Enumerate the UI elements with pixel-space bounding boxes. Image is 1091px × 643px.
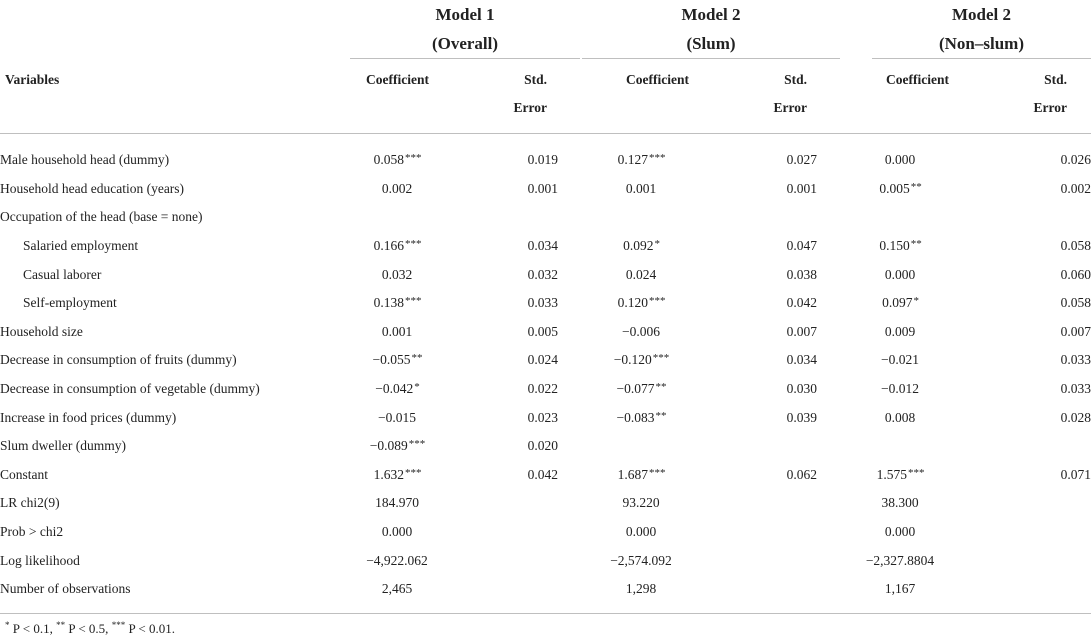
model-2-std-error (725, 546, 817, 575)
model-2-nonslum-se-header-line2: Error (1033, 100, 1067, 115)
model-3-coefficient (817, 175, 984, 204)
model-2-std-error: 0.027 (786, 152, 817, 168)
model-1-coefficient (330, 403, 465, 432)
coefficient-value: −0.077 (616, 381, 655, 397)
model-2-coefficient (558, 260, 725, 289)
model-1-std-error (465, 489, 558, 518)
variable-label: Number of observations (0, 581, 131, 597)
coefficient-value: −0.021 (881, 352, 919, 368)
significance-stars: *** (648, 295, 666, 308)
model-1-std-error (465, 203, 558, 232)
variable-label: Household size (0, 323, 83, 339)
model-1-std-error: 0.001 (527, 180, 558, 196)
model-1-coefficient (330, 432, 465, 461)
model-2-coefficient (558, 146, 725, 175)
model-3-coefficient (817, 489, 984, 518)
model-3-coefficient (817, 289, 984, 318)
coefficient-value: 0.127 (617, 152, 648, 168)
significance-stars: *** (907, 466, 925, 479)
coefficient-value: 0.009 (884, 323, 916, 339)
header-bottom-rule (0, 133, 1091, 134)
model-1-std-error: 0.023 (527, 409, 558, 425)
model-2-std-error: 0.042 (786, 295, 817, 311)
model-2-coefficient (558, 289, 725, 318)
coefficient-value: 0.032 (381, 266, 413, 282)
table-row (0, 375, 1091, 404)
model-2-nonslum-title-rule (872, 58, 1091, 59)
coefficient-value: −0.083 (616, 409, 655, 425)
model-3-std-error (984, 489, 1091, 518)
model-3-coefficient (817, 546, 984, 575)
significance-stars: * (913, 295, 919, 308)
coefficients-table (0, 146, 1091, 604)
model-2-std-error (725, 489, 817, 518)
variable-label: Casual laborer (23, 266, 102, 282)
model-2-slum-title-line2: (Slum) (686, 34, 736, 53)
coefficient-value: 0.138 (373, 295, 404, 311)
coefficient-value: 0.002 (381, 180, 413, 196)
model-1-coefficient (330, 461, 465, 490)
model-2-coefficient (558, 575, 725, 604)
significance-stars: ** (910, 180, 922, 193)
model-1-title (350, 0, 580, 58)
model-3-std-error: 0.007 (1060, 323, 1091, 339)
model-1-coefficient (330, 346, 465, 375)
model-3-coefficient (817, 260, 984, 289)
table-row (0, 346, 1091, 375)
model-1-title-line1: Model 1 (435, 5, 495, 24)
model-1-coefficient (330, 146, 465, 175)
model-1-coefficient (330, 318, 465, 347)
significance-stars: *** (648, 466, 666, 479)
footnote-star-3: *** (111, 620, 126, 630)
table-row (0, 289, 1091, 318)
model-2-slum-se-header (740, 66, 807, 122)
variable-label: LR chi2(9) (0, 495, 60, 511)
model-3-coefficient (817, 203, 984, 232)
model-2-std-error: 0.034 (786, 352, 817, 368)
model-1-se-header-line2: Error (513, 100, 547, 115)
model-1-coefficient (330, 518, 465, 547)
table-row (0, 432, 1091, 461)
model-3-coefficient (817, 575, 984, 604)
model-1-coefficient (330, 575, 465, 604)
coefficient-value: −2,327.8804 (865, 552, 935, 568)
variable-label: Household head education (years) (0, 180, 185, 196)
coefficient-value: 0.000 (884, 152, 916, 168)
footnote-star-2: ** (56, 620, 66, 630)
model-2-nonslum-se-header-line1: Std. (1044, 72, 1067, 87)
coefficient-value: 0.000 (884, 266, 916, 282)
significance-stars: *** (404, 152, 422, 165)
significance-stars: *** (652, 352, 670, 365)
coefficient-value: 0.097 (882, 295, 913, 311)
model-2-std-error: 0.039 (786, 409, 817, 425)
variable-label: Log likelihood (0, 552, 80, 568)
model-2-coefficient (558, 318, 725, 347)
model-3-coefficient (817, 232, 984, 261)
table-bottom-rule (0, 613, 1091, 614)
coefficient-value: −0.120 (613, 352, 652, 368)
model-1-std-error: 0.032 (527, 266, 558, 282)
model-3-coefficient (817, 375, 984, 404)
significance-stars: * (654, 238, 660, 251)
coefficient-value: 0.058 (373, 152, 404, 168)
model-1-std-error: 0.034 (527, 238, 558, 254)
model-1-coefficient (330, 375, 465, 404)
model-2-coefficient (558, 232, 725, 261)
model-1-std-error: 0.019 (527, 152, 558, 168)
table-row (0, 575, 1091, 604)
model-2-std-error (725, 203, 817, 232)
table-row (0, 518, 1091, 547)
model-3-std-error: 0.071 (1060, 466, 1091, 482)
coefficient-value: 0.001 (625, 180, 657, 196)
model-2-std-error (725, 575, 817, 604)
significance-stars: *** (648, 152, 666, 165)
coefficient-value: 0.000 (381, 524, 413, 540)
model-3-std-error: 0.033 (1060, 381, 1091, 397)
model-1-coef-header: Coefficient (366, 72, 429, 87)
model-1-title-rule (350, 58, 580, 59)
model-2-nonslum-title (872, 0, 1091, 58)
variable-label: Salaried employment (23, 238, 139, 254)
coefficient-value: 1.575 (876, 466, 907, 482)
model-2-slum-title (582, 0, 840, 58)
model-3-std-error: 0.058 (1060, 238, 1091, 254)
model-2-slum-se-header-line2: Error (773, 100, 807, 115)
model-1-std-error (465, 518, 558, 547)
significance-stars: *** (404, 466, 422, 479)
model-3-std-error (984, 546, 1091, 575)
coefficient-value: 0.120 (617, 295, 648, 311)
model-3-std-error: 0.033 (1060, 352, 1091, 368)
model-2-std-error: 0.001 (786, 180, 817, 196)
model-3-coefficient (817, 346, 984, 375)
coefficient-value: −0.042 (375, 381, 414, 397)
model-2-std-error (725, 432, 817, 461)
model-3-std-error: 0.002 (1060, 180, 1091, 196)
model-2-slum-title-rule (582, 58, 840, 59)
coefficient-value: −4,922.062 (366, 552, 428, 568)
coefficient-value: −0.089 (369, 438, 408, 454)
model-3-coefficient (817, 461, 984, 490)
coefficient-value: −0.015 (378, 409, 416, 425)
model-2-std-error: 0.030 (786, 381, 817, 397)
model-1-std-error (465, 575, 558, 604)
model-2-std-error: 0.047 (786, 238, 817, 254)
model-3-std-error (984, 432, 1091, 461)
coefficient-value: 0.008 (884, 409, 916, 425)
footnote-text-3: P < 0.01. (125, 621, 176, 636)
table-row (0, 318, 1091, 347)
significance-stars: * (414, 381, 420, 394)
table-row (0, 403, 1091, 432)
model-1-coefficient (330, 260, 465, 289)
model-2-coefficient (558, 461, 725, 490)
model-2-nonslum-title-line1: Model 2 (951, 5, 1012, 24)
coefficient-value: 0.166 (373, 238, 404, 254)
coefficient-value: 93.220 (622, 495, 660, 511)
significance-stars: *** (408, 438, 426, 451)
coefficient-value: 184.970 (375, 495, 419, 511)
significance-stars: ** (411, 352, 423, 365)
coefficient-value: 0.024 (625, 266, 657, 282)
model-2-coefficient (558, 432, 725, 461)
model-1-coefficient (330, 546, 465, 575)
model-3-std-error: 0.060 (1060, 266, 1091, 282)
model-2-std-error: 0.007 (786, 323, 817, 339)
model-1-se-header-line1: Std. (524, 72, 547, 87)
model-3-coefficient (817, 318, 984, 347)
model-1-coefficient (330, 175, 465, 204)
coefficient-value: 1.632 (373, 466, 404, 482)
coefficient-value: 0.150 (879, 238, 910, 254)
coefficient-value: 0.005 (879, 180, 910, 196)
model-3-std-error: 0.028 (1060, 409, 1091, 425)
model-2-coefficient (558, 403, 725, 432)
variable-label: Constant (0, 466, 49, 482)
footnote-star-1: * (5, 620, 10, 630)
significance-stars: *** (404, 295, 422, 308)
significance-footnote (5, 620, 175, 637)
model-1-std-error: 0.020 (527, 438, 558, 454)
coefficient-value: 1,298 (625, 581, 657, 597)
table-row (0, 203, 1091, 232)
model-3-coefficient (817, 432, 984, 461)
table-row (0, 260, 1091, 289)
coefficient-value: 38.300 (881, 495, 919, 511)
table-row (0, 461, 1091, 490)
variable-label: Decrease in consumption of vegetable (dummy) (0, 381, 260, 397)
model-2-nonslum-title-line2: (Non–slum) (938, 34, 1024, 53)
model-3-std-error: 0.058 (1060, 295, 1091, 311)
model-2-coefficient (558, 346, 725, 375)
model-1-title-line2: (Overall) (431, 34, 499, 53)
model-3-std-error (984, 518, 1091, 547)
coefficient-value: 1,167 (884, 581, 916, 597)
model-3-coefficient (817, 403, 984, 432)
variables-header: Variables (5, 72, 60, 87)
model-1-std-error: 0.042 (527, 466, 558, 482)
model-2-coefficient (558, 375, 725, 404)
variable-label: Increase in food prices (dummy) (0, 409, 177, 425)
variable-label: Occupation of the head (base = none) (0, 209, 203, 225)
coefficient-value: −2,574.092 (610, 552, 672, 568)
model-1-std-error: 0.024 (527, 352, 558, 368)
model-1-coefficient (330, 289, 465, 318)
table-row (0, 489, 1091, 518)
model-2-coefficient (558, 203, 725, 232)
model-1-coefficient (330, 203, 465, 232)
model-3-std-error (984, 575, 1091, 604)
significance-stars: ** (655, 409, 667, 422)
coefficient-value: 0.000 (884, 524, 916, 540)
model-1-std-error: 0.005 (527, 323, 558, 339)
coefficient-value: 0.092 (623, 238, 654, 254)
footnote-text-2: P < 0.5, (65, 621, 112, 636)
coefficient-value: 0.000 (625, 524, 657, 540)
variable-label: Slum dweller (dummy) (0, 438, 126, 454)
variable-label: Decrease in consumption of fruits (dummy) (0, 352, 237, 368)
coefficient-value: 2,465 (381, 581, 413, 597)
significance-stars: ** (655, 381, 667, 394)
significance-stars: ** (910, 238, 922, 251)
model-1-std-error: 0.022 (527, 381, 558, 397)
footnote-text-1: P < 0.1, (9, 621, 57, 636)
model-2-coefficient (558, 518, 725, 547)
model-2-nonslum-coef-header: Coefficient (886, 72, 949, 87)
table-row (0, 146, 1091, 175)
table-row (0, 232, 1091, 261)
model-3-coefficient (817, 518, 984, 547)
model-2-coefficient (558, 546, 725, 575)
model-1-std-error: 0.033 (527, 295, 558, 311)
coefficient-value: −0.012 (881, 381, 919, 397)
model-1-std-error (465, 546, 558, 575)
table-row (0, 546, 1091, 575)
variable-label: Self-employment (23, 295, 117, 311)
coefficient-value: 1.687 (617, 466, 648, 482)
significance-stars: *** (404, 238, 422, 251)
model-1-se-header (480, 66, 547, 122)
model-3-coefficient (817, 146, 984, 175)
model-2-slum-coef-header: Coefficient (626, 72, 689, 87)
model-2-slum-title-line1: Model 2 (681, 5, 741, 24)
coefficient-value: −0.006 (622, 323, 660, 339)
model-1-coefficient (330, 489, 465, 518)
model-2-slum-se-header-line1: Std. (784, 72, 807, 87)
model-2-std-error (725, 518, 817, 547)
model-3-std-error (984, 203, 1091, 232)
coefficient-value: 0.001 (381, 323, 413, 339)
model-2-std-error: 0.038 (786, 266, 817, 282)
model-2-std-error: 0.062 (786, 466, 817, 482)
variable-label: Male household head (dummy) (0, 152, 170, 168)
model-2-coefficient (558, 489, 725, 518)
table-row (0, 175, 1091, 204)
coefficient-value: −0.055 (372, 352, 411, 368)
model-2-coefficient (558, 175, 725, 204)
model-1-coefficient (330, 232, 465, 261)
model-3-std-error: 0.026 (1060, 152, 1091, 168)
model-2-nonslum-se-header (1000, 66, 1067, 122)
variable-label: Prob > chi2 (0, 524, 64, 540)
